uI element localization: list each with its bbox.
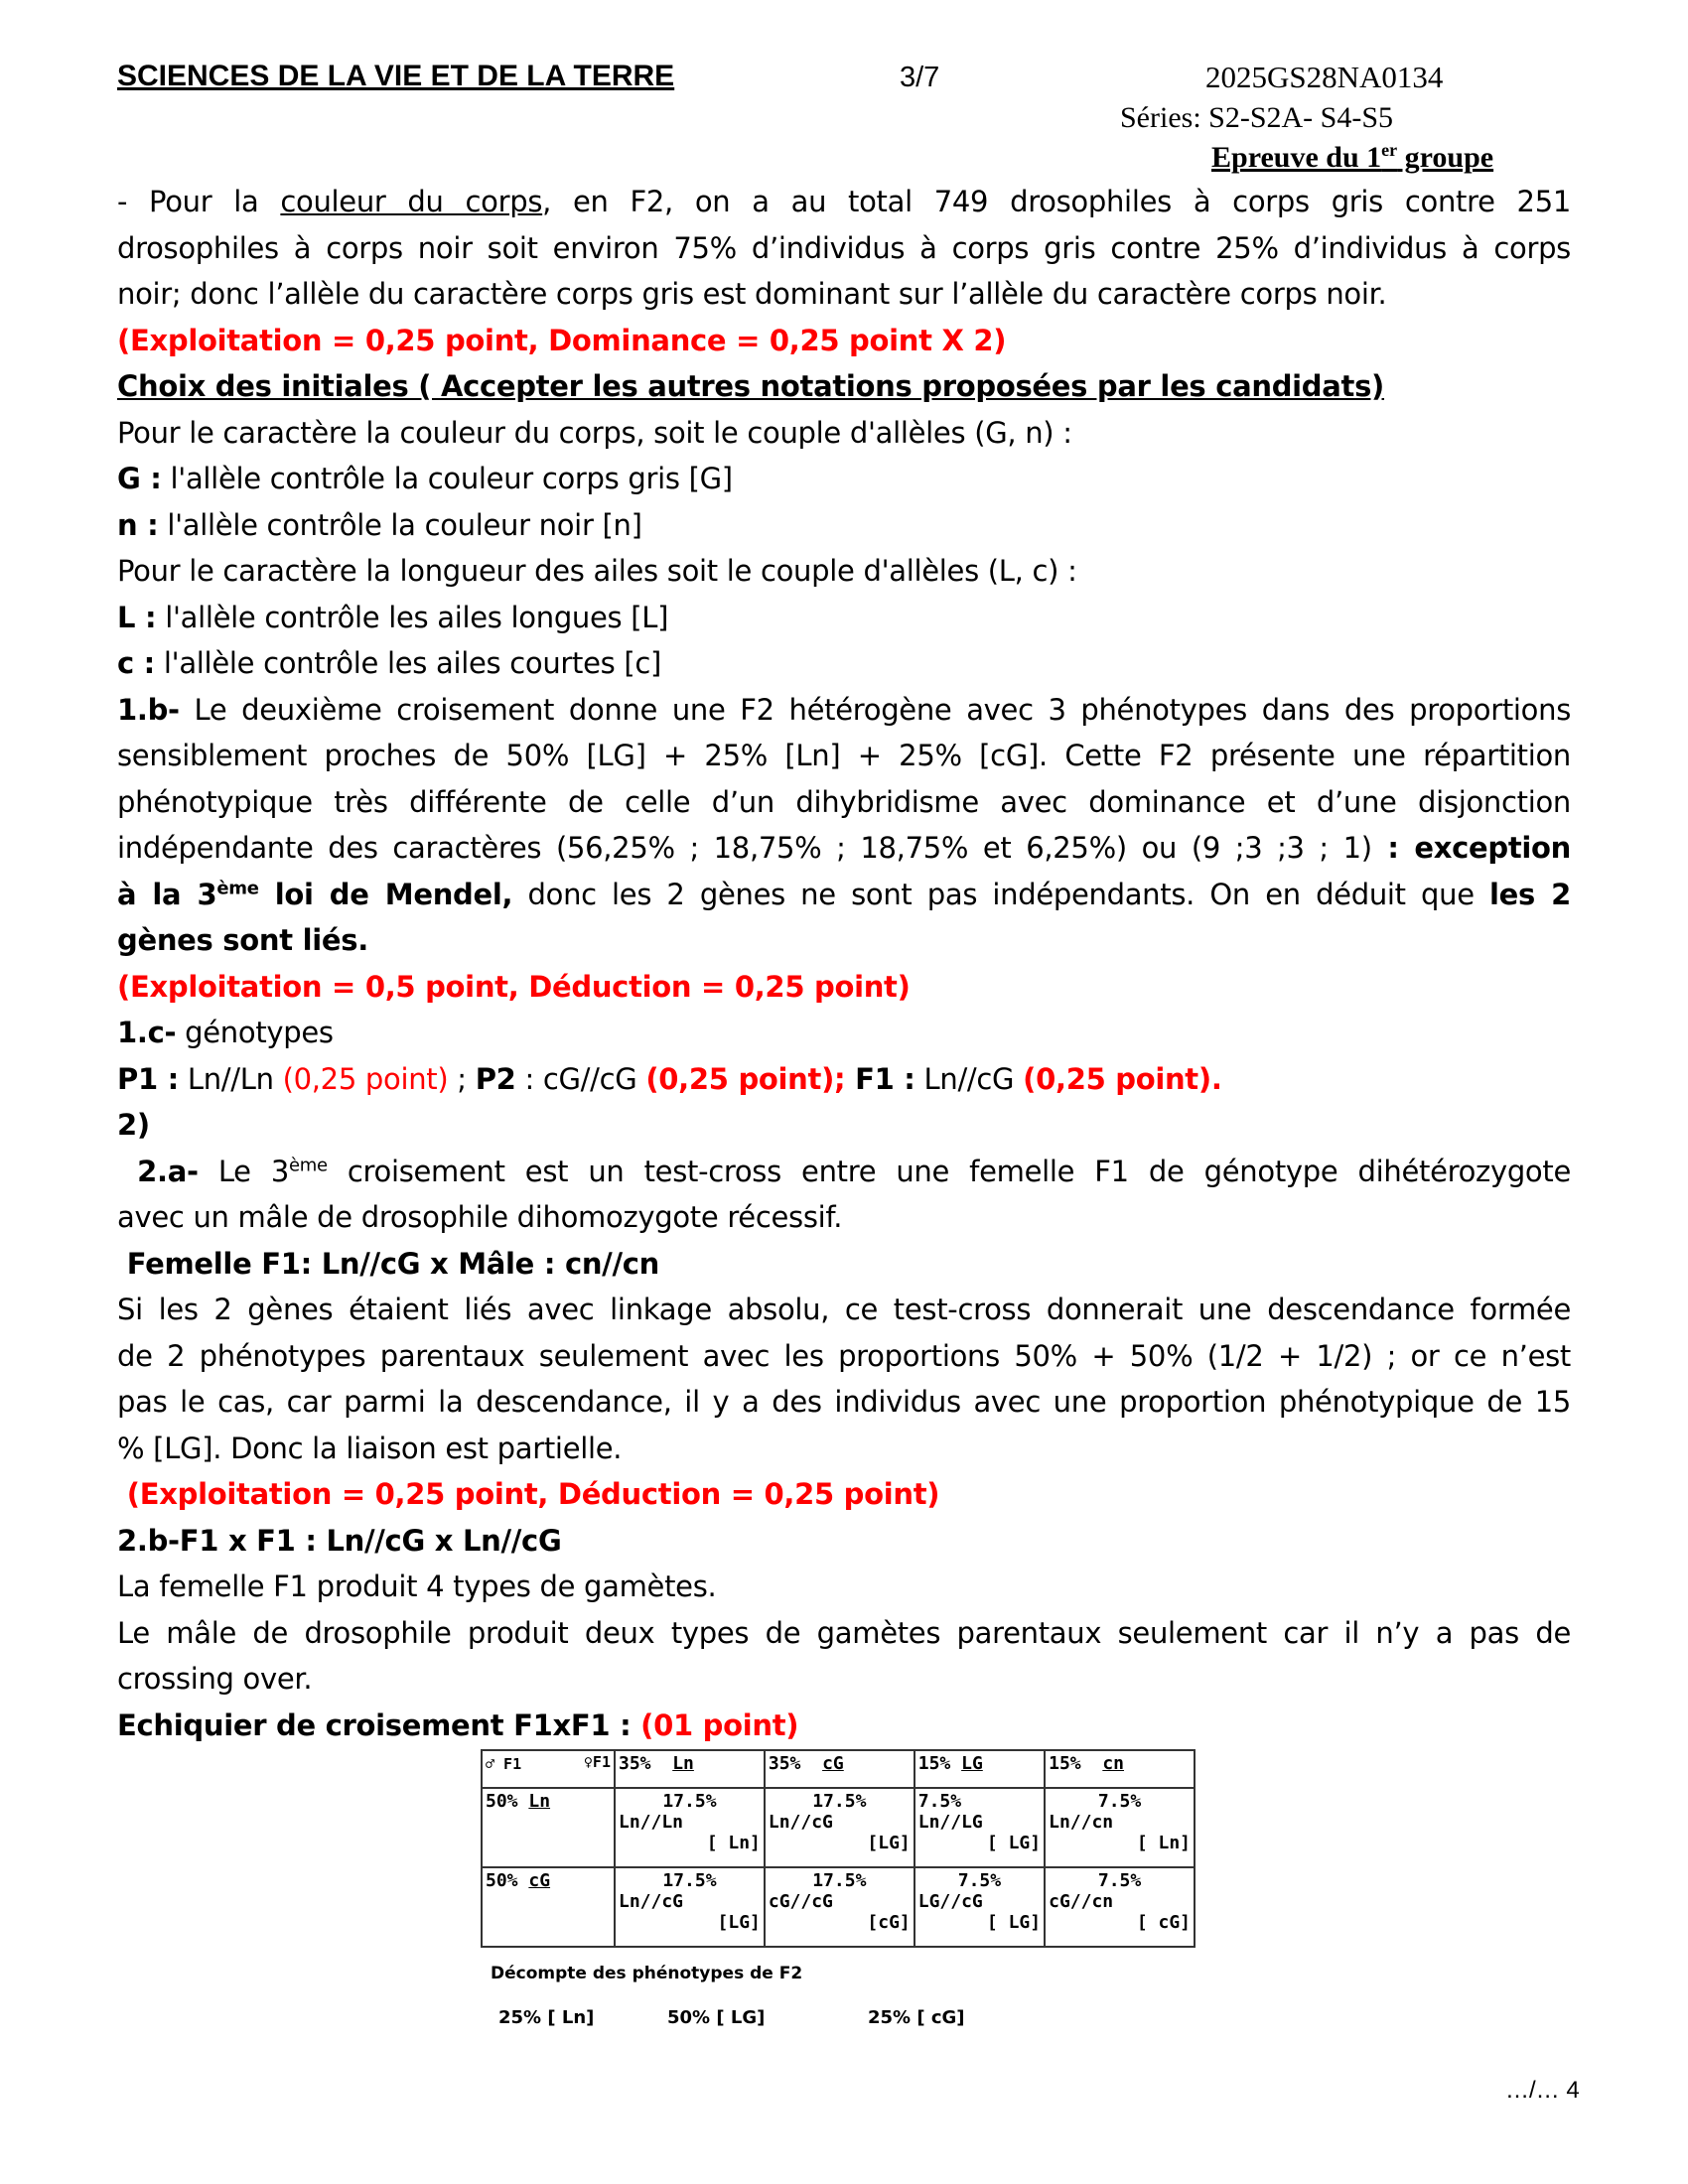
page-header — [117, 58, 1567, 177]
text-line: phénotypique très différente de celle d’un dihybridisme avec dominance et d’une disjonction — [117, 784, 1571, 819]
exam-group-label: Epreuve du 1er groupe — [1211, 140, 1494, 174]
cross-line: Femelle F1: Ln//cG x Mâle : cn//cn — [126, 1246, 659, 1281]
cross-grid — [481, 1749, 1196, 1948]
female-gamete-header: 15% LG — [914, 1750, 1045, 1788]
next-page-indicator: …/… 4 — [1505, 2077, 1580, 2104]
male-label: ♂ F1 — [486, 1755, 522, 1773]
grid-cell: 17.5% Ln//cG [LG] — [615, 1867, 765, 1947]
text-line: indépendante des caractères (56,25% ; 18,75% ; 18,75% et 6,25%) ou (9 ;3 ;3 ; 1) : exception — [117, 831, 1571, 865]
text-line: 1.c- génotypes — [117, 1016, 334, 1049]
phenotype-count: 50% [ LG] — [667, 2007, 766, 2028]
section-heading: 2.b-F1 x F1 : Ln//cG x Ln//cG — [117, 1523, 562, 1558]
text-line: sensiblement proches de 50% [LG] + 25% [Ln] + 25% [cG]. Cette F2 présente une répartition — [117, 739, 1571, 772]
text-line: 2.a- Le 3ème croisement est un test-cross entre une femelle F1 de génotype dihétérozygote — [137, 1154, 1571, 1188]
phenotype-count: 25% [ Ln] — [498, 2007, 595, 2028]
text-line: avec un mâle de drosophile dihomozygote récessif. — [117, 1200, 843, 1234]
text-line: de 2 phénotypes parentaux seulement avec les proportions 50% + 50% (1/2 + 1/2) ; or ce n’est — [117, 1338, 1571, 1373]
female-gamete-header: 35% Ln — [615, 1750, 765, 1788]
male-gamete-header: 50% cG — [482, 1867, 615, 1947]
subject-title: SCIENCES DE LA VIE ET DE LA TERRE — [117, 60, 675, 92]
phenotype-count: 25% [ cG] — [868, 2007, 965, 2028]
grid-cell: 7.5% Ln//LG [ LG] — [914, 1788, 1045, 1867]
grid-heading: Echiquier de croisement F1xF1 : (01 point) — [117, 1707, 799, 1742]
female-gamete-header: 35% cG — [765, 1750, 914, 1788]
text-line: Si les 2 gènes étaient liés avec linkage absolu, ce test-cross donnerait une descendance formée — [117, 1293, 1571, 1326]
series-label: Séries: S2-S2A- S4-S5 — [1120, 101, 1394, 134]
grid-cell: 17.5% Ln//Ln [ Ln] — [615, 1788, 765, 1867]
points-line: (Exploitation = 0,25 point, Dominance = 0,25 point X 2) — [117, 323, 1007, 357]
grid-cell: 7.5% LG//cG [ LG] — [914, 1867, 1045, 1947]
points-line: (Exploitation = 0,5 point, Déduction = 0,25 point) — [117, 969, 911, 1004]
points-line: (Exploitation = 0,25 point, Déduction = 0,25 point) — [126, 1477, 940, 1511]
text-line: à la 3ème loi de Mendel, donc les 2 gènes ne sont pas indépendants. On en déduit que les 2 — [117, 877, 1572, 911]
genotypes-line: P1 : Ln//Ln (0,25 point) ; P2 : cG//cG (0,25 point); F1 : Ln//cG (0,25 point). — [117, 1061, 1222, 1096]
text-line: pas le cas, car parmi la descendance, il y a des individus avec une proportion phénotypique de 15 — [117, 1385, 1571, 1419]
text-line: drosophiles à corps noir soit environ 75% d’individus à corps gris contre 25% d’individus à corps — [117, 230, 1571, 265]
text-line: noir; donc l’allèle du caractère corps gris est dominant sur l’allèle du caractère corps noir. — [117, 277, 1387, 311]
allele-definition: G : l'allèle contrôle la couleur corps gris [G] — [117, 462, 733, 495]
text-line: crossing over. — [117, 1662, 313, 1696]
text-line: % [LG]. Donc la liaison est partielle. — [117, 1431, 623, 1465]
phenotype-count-title: Décompte des phénotypes de F2 — [491, 1964, 803, 1983]
text-line: Pour le caractère la longueur des ailes soit le couple d'allèles (L, c) : — [117, 554, 1077, 588]
female-gamete-header: 15% cn — [1045, 1750, 1195, 1788]
female-label: ♀F1 — [583, 1753, 611, 1771]
section-heading: 2) — [117, 1108, 150, 1142]
allele-definition: n : l'allèle contrôle la couleur noir [n] — [117, 507, 642, 542]
text-line: Le mâle de drosophile produit deux types de gamètes parentaux seulement car il n’y a pas de — [117, 1615, 1571, 1650]
text-line: gènes sont liés. — [117, 923, 368, 957]
page-number: 3/7 — [900, 62, 940, 93]
grid-cell: 17.5% Ln//cG [LG] — [765, 1788, 914, 1867]
section-heading: Choix des initiales ( Accepter les autres notations proposées par les candidats) — [117, 369, 1385, 403]
exam-code: 2025GS28NA0134 — [1205, 60, 1444, 94]
male-gamete-header: 50% Ln — [482, 1788, 615, 1867]
allele-definition: L : l'allèle contrôle les ailes longues [L] — [117, 600, 669, 634]
punnett-table — [481, 1749, 1196, 1948]
grid-corner — [482, 1750, 615, 1788]
grid-cell: 7.5% Ln//cn [ Ln] — [1045, 1788, 1195, 1867]
text-line: Pour le caractère la couleur du corps, soit le couple d'allèles (G, n) : — [117, 415, 1072, 450]
text-line: La femelle F1 produit 4 types de gamètes. — [117, 1570, 717, 1603]
answer-content — [117, 179, 1571, 1748]
text-line: - Pour la couleur du corps, en F2, on a au total 749 drosophiles à corps gris contre 251 — [117, 185, 1571, 218]
grid-cell: 17.5% cG//cG [cG] — [765, 1867, 914, 1947]
allele-definition: c : l'allèle contrôle les ailes courtes [c] — [117, 646, 662, 680]
grid-cell: 7.5% cG//cn [ cG] — [1045, 1867, 1195, 1947]
text-line: 1.b- Le deuxième croisement donne une F2 hétérogène avec 3 phénotypes dans des proportions — [117, 692, 1571, 727]
